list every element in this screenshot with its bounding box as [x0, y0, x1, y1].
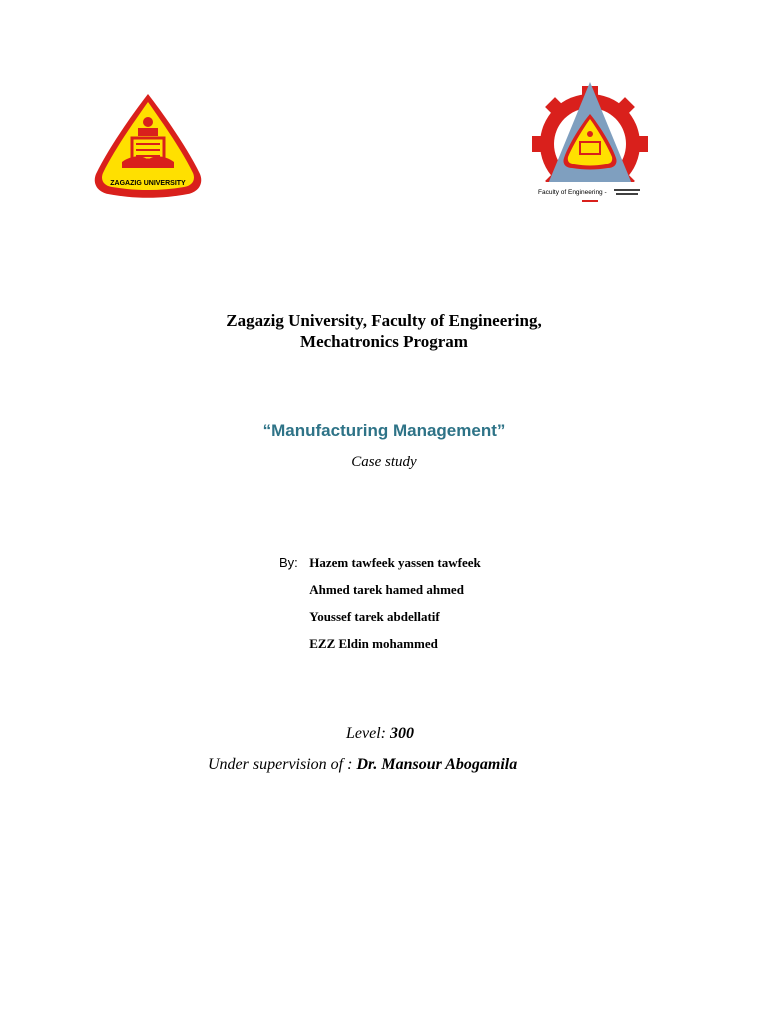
author-name: Hazem tawfeek yassen tawfeek [309, 555, 481, 570]
author-name: Youssef tarek abdellatif [309, 609, 440, 624]
author-row [279, 580, 481, 607]
author-row [279, 553, 481, 580]
by-label: By: [279, 555, 298, 570]
author-name: Ahmed tarek hamed ahmed [309, 582, 464, 597]
author-row [279, 607, 481, 634]
svg-text:Faculty of Engineering -: Faculty of Engineering - [538, 189, 607, 196]
supervision-line [208, 756, 517, 774]
authors-list [279, 553, 481, 661]
document-subtitle: Case study [351, 454, 417, 470]
level-label: Level: [346, 725, 386, 742]
header-line-1: Zagazig University, Faculty of Engineering, [226, 311, 542, 330]
zagazig-university-logo [92, 92, 204, 200]
author-name: EZZ Eldin mohammed [309, 636, 438, 651]
level-value: 300 [389, 725, 414, 742]
course-title: “Manufacturing Management” [262, 421, 506, 440]
university-header [0, 310, 768, 352]
supervisor-name: Dr. Mansour Abogamila [356, 756, 518, 773]
author-row [279, 634, 481, 661]
header-line-2: Mechatronics Program [300, 332, 468, 351]
svg-text:ZAGAZIG UNIVERSITY: ZAGAZIG UNIVERSITY [110, 180, 186, 187]
supervision-label: Under supervision of : [208, 756, 353, 773]
faculty-of-engineering-logo [528, 74, 652, 208]
level-line [346, 725, 414, 743]
